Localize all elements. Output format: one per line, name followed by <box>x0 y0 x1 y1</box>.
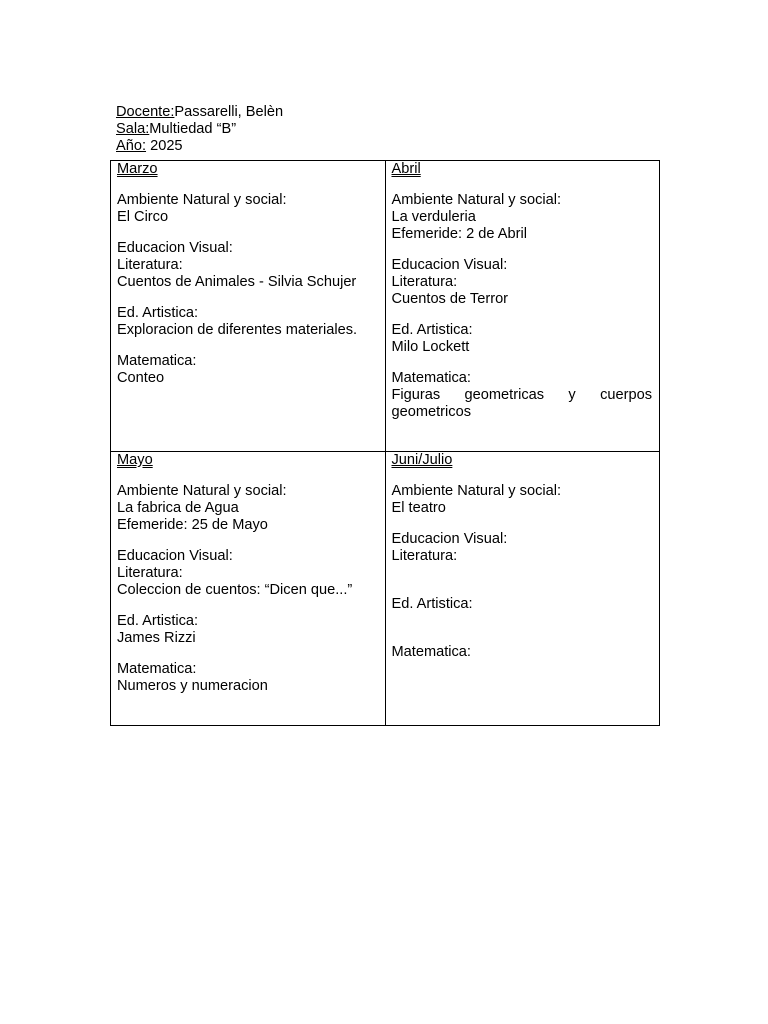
ambiente-section <box>392 483 653 517</box>
section-title: Ed. Artistica: <box>117 305 199 322</box>
ambiente-section <box>117 483 378 533</box>
section-title: Ed. Artistica: <box>117 613 199 630</box>
docente-label: Docente: <box>116 104 175 120</box>
cell-marzo <box>111 161 386 452</box>
artistica-section <box>392 596 653 613</box>
anio-label: Año: <box>116 137 147 154</box>
section-title: Matematica: <box>117 661 197 678</box>
month-title: Mayo <box>117 452 153 468</box>
section-text: Cuentos de Terror <box>391 290 509 307</box>
visual-section <box>117 548 378 598</box>
section-title: Matematica: <box>117 353 197 370</box>
ambiente-section <box>392 192 653 242</box>
section-text: Figuras geometricas y cuerpos geometricos <box>391 386 652 420</box>
section-text: Conteo <box>117 370 165 387</box>
section-text: Cuentos de Animales - Silvia Schujer <box>117 273 357 290</box>
table-row <box>111 452 660 726</box>
sala-value: Multiedad “B” <box>149 120 237 137</box>
section-title: Ambiente Natural y social: <box>117 192 287 209</box>
matematica-section <box>117 661 378 695</box>
visual-section <box>392 257 653 307</box>
month-title: Marzo <box>117 161 158 177</box>
section-title: Ed. Artistica: <box>391 595 473 612</box>
matematica-section <box>392 370 653 420</box>
section-text: Numeros y numeracion <box>117 677 268 694</box>
planning-table <box>110 160 660 726</box>
section-text: La fabrica de Agua <box>117 500 239 517</box>
cell-junio-julio <box>385 452 660 726</box>
section-text: Efemeride: 2 de Abril <box>391 225 527 242</box>
section-title: Educacion Visual: <box>391 257 508 274</box>
section-title: Ed. Artistica: <box>391 322 473 339</box>
section-title: Matematica: <box>391 643 471 660</box>
section-text: El teatro <box>391 500 446 517</box>
section-title: Matematica: <box>391 370 471 387</box>
anio-value: 2025 <box>146 137 183 154</box>
section-title: Literatura: <box>391 548 458 565</box>
matematica-section <box>392 644 653 661</box>
section-title: Literatura: <box>117 564 183 581</box>
section-title: Educacion Visual: <box>117 240 233 257</box>
document-header <box>116 104 283 154</box>
ambiente-section <box>117 192 378 226</box>
section-title: Educacion Visual: <box>117 548 233 565</box>
section-text: La verduleria <box>391 209 476 226</box>
anio-line <box>116 138 283 155</box>
section-text: El Circo <box>117 209 169 226</box>
artistica-section <box>392 322 653 356</box>
visual-section <box>117 240 378 290</box>
section-title: Ambiente Natural y social: <box>391 483 562 500</box>
matematica-section <box>117 353 378 387</box>
section-title: Literatura: <box>391 273 458 290</box>
section-text: Milo Lockett <box>391 338 470 355</box>
section-text: Exploracion de diferentes materiales. <box>117 322 358 339</box>
cell-abril <box>385 161 660 452</box>
section-text: Coleccion de cuentos: “Dicen que...” <box>117 581 353 598</box>
section-title: Educacion Visual: <box>391 531 508 548</box>
section-title: Ambiente Natural y social: <box>117 483 287 500</box>
section-title: Ambiente Natural y social: <box>391 192 562 209</box>
artistica-section <box>117 613 378 647</box>
section-text: James Rizzi <box>117 629 196 646</box>
month-title: Juni/Julio <box>391 452 453 468</box>
sala-label: Sala: <box>116 120 150 137</box>
sala-line <box>116 121 283 138</box>
docente-line <box>116 104 283 121</box>
visual-section <box>392 531 653 565</box>
artistica-section <box>117 305 378 339</box>
table-row <box>111 161 660 452</box>
docente-value: Passarelli, Belèn <box>174 104 284 120</box>
section-title: Literatura: <box>117 257 183 274</box>
cell-mayo <box>111 452 386 726</box>
section-text: Efemeride: 25 de Mayo <box>117 516 268 533</box>
month-title: Abril <box>391 161 421 177</box>
